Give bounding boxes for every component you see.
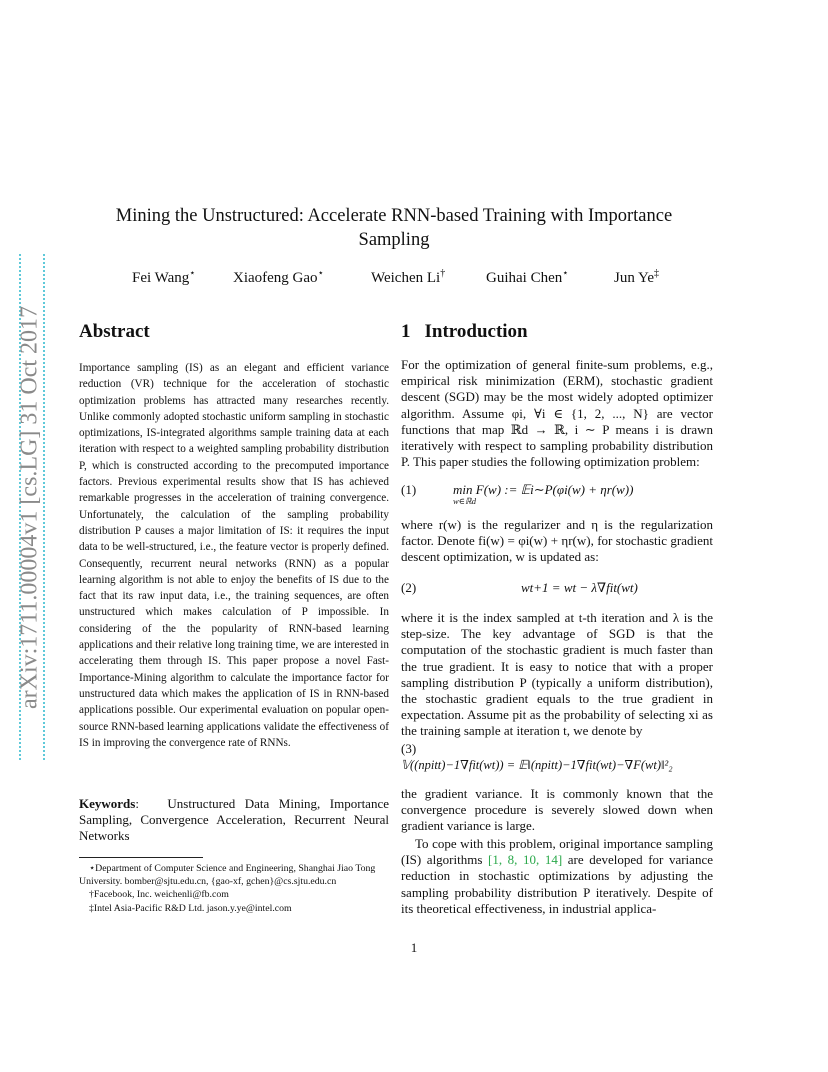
equation-number: (3) (401, 741, 417, 756)
keywords-label: Keywords (79, 796, 136, 811)
intro-paragraph-1 (401, 357, 713, 470)
intro-paragraph-2 (401, 517, 713, 566)
footnote: ⋆Department of Computer Science and Engineering, Shanghai Jiao Tong University. bomber@sjtu.edu.cn, {gao-xf, gchen}@cs.sjtu.edu.cn (79, 863, 376, 888)
equation-body: wt+1 = wt − λ∇fit(wt) (521, 580, 638, 595)
paragraph: where it is the index sampled at t-th iteration and λ is the step-size. The key advantage of SGD is that the computation of the stochastic gradient is much faster than the true gradient. It is easy to notice that with a proper sampling distribution P (typically a uniform distribution), the stochastic gradient equals to the true gradient in expectation. Assume pit as the probability of selecting xi as the training sample at iteration t, we denote by (401, 610, 713, 739)
footnote: †Facebook, Inc. weichenli@fb.com (89, 889, 229, 901)
paragraph: To cope with this problem, original importance sampling (IS) algorithms [1, 8, 10, 14] are developed for variance reduction in stochastic optimizations by adjusting the sampling probability distribution P iteratively. Despite of its theoretical effectiveness, in industrial applica- (401, 836, 713, 916)
arxiv-identifier: arXiv:1711.00004v1 [cs.LG] 31 Oct 2017 (16, 305, 43, 709)
author: Xiaofeng Gao⋆ (233, 268, 324, 286)
keywords-text: Unstructured Data Mining, Importance Sampling, Convergence Acceleration, Recurrent Neural Networks (79, 796, 389, 843)
equation-3 (401, 740, 731, 774)
paragraph: where r(w) is the regularizer and η is the regularization factor. Denote fi(w) = φi(w) + ηr(w), for stochastic gradient descent optimization, w is updated as: (401, 517, 713, 565)
equation-body: 𝕍((npitt)−1∇fit(wt)) = 𝔼‖(npitt)−1∇fit(wt)−∇F(wt)‖²₂ (401, 758, 673, 772)
equation-2 (401, 580, 713, 600)
equation-body: min F(w) := 𝔼i∼P(φi(w) + ηr(w)) (453, 482, 634, 497)
equation-1 (401, 482, 713, 506)
page-number: 1 (410, 940, 418, 955)
intro-paragraph-3 (401, 610, 713, 740)
author: Fei Wang⋆ (132, 268, 196, 286)
equation-subscript: w∈ℝd (453, 496, 476, 506)
author: Guihai Chen⋆ (486, 268, 569, 286)
paper-title: Mining the Unstructured: Accelerate RNN-based Training with Importance Sampling (115, 206, 673, 250)
author: Weichen Li† (371, 268, 446, 286)
abstract-body: Importance sampling (IS) as an elegant and efficient variance reduction (VR) technique for the acceleration of stochastic optimization problems has attracted many researches recently. Unlike commonly adopted stochastic uniform sampling in stochastic optimizations, IS-integrated algorithms sample training data at each iteration with respect to a weighted sampling probability distribution P, which is constructed according to the precomputed importance factors. Previous experimental results show that IS has achieved remarkable progresses in the acceleration of training convergence. Unfortunately, the calculation of the sampling probability distribution P causes a major limitation of IS: it requires the input data to be well-structured, i.e., the feature vector is properly defined. Consequently, recurrent neural networks (RNN) as a popular learning algorithm is not able to enjoy the benefits of IS due to the fact that its raw input data, i.e., the training sequences, are often unstructured which makes calculation of P impossible. In considering of the the popularity of RNN-based learning applications and their relative long training time, we are interested in accelerating them through IS. This paper propose a novel Fast-Importance-Mining algorithm to calculate the importance factor for unstructured data which makes the application of IS in RNN-based applications possible. Our experimental evaluation on popular open-source RNN-based learning applications validate the effectiveness of IS in improving the convergence rate of RNNs. (79, 362, 389, 749)
citation-link[interactable]: [1, 8, 10, 14] (488, 852, 563, 868)
footnotes (79, 862, 391, 915)
footnote-rule (79, 857, 203, 858)
intro-paragraph-4 (401, 786, 713, 835)
intro-paragraph-5 (401, 836, 713, 917)
section-title: Introduction (424, 321, 528, 342)
keywords: Keywords: Unstructured Data Mining, Importance Sampling, Convergence Acceleration, Recurrent Neural Networks (79, 796, 389, 843)
intro-heading (401, 320, 713, 344)
footnote: ‡Intel Asia-Pacific R&D Ltd. jason.y.ye@intel.com (89, 902, 292, 914)
equation-number: (1) (401, 482, 417, 497)
author: Jun Ye‡ (614, 268, 660, 286)
section-number: 1 (401, 321, 411, 342)
paragraph: the gradient variance. It is commonly known that the convergence procedure is severely slowed down when gradient variance is large. (401, 786, 713, 834)
paragraph: For the optimization of general finite-sum problems, e.g., empirical risk minimization (ERM), stochastic gradient descent (SGD) may be the most widely adopted optimizer algorithm. Assume φi, ∀i ∈ {1, 2, ..., N} are vector functions that map ℝd → ℝ, i ∼ P means i is drawn iteratively with respect to sampling probability distribution P. This paper studies the following optimization problem: (401, 357, 713, 470)
abstract-heading: Abstract (79, 321, 150, 342)
author-list (0, 268, 828, 290)
equation-number: (2) (401, 580, 417, 595)
